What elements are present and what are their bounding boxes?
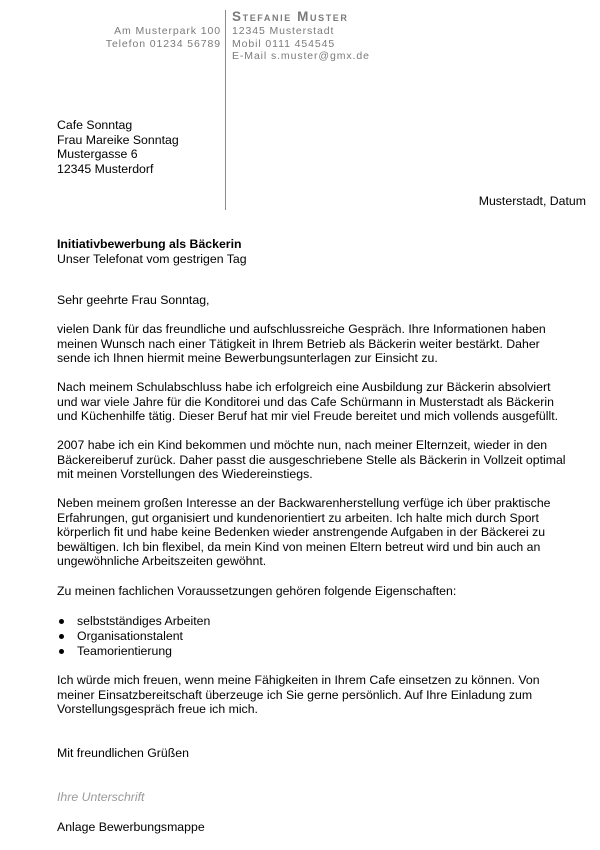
recipient-city: 12345 Musterdorf: [57, 161, 154, 176]
paragraph-2: [57, 380, 558, 424]
sender-email: E-Mail s.muster@gmx.de: [232, 50, 370, 62]
text-line: meiner Einsatzbereitschaft überzeuge ich Sie gerne persönlich. Auf Ihre Einladung zum: [57, 687, 533, 702]
text-line: Erfahrungen, gut organisiert und kundenorientiert zu arbeiten. Ich halte mich durch Sport: [57, 510, 539, 525]
list-item-text: Teamorientierung: [77, 644, 173, 658]
text-line: Neben meinem großen Interesse an der Backwarenherstellung verfüge ich über praktische: [57, 496, 551, 510]
paragraph-5: [57, 584, 456, 599]
text-line: Ich würde mich freuen, wenn meine Fähigkeiten in Ihrem Cafe einsetzen zu können. Von: [57, 673, 540, 687]
text-line: Nach meinem Schulabschluss habe ich erfolgreich eine Ausbildung zur Bäckerin absolviert: [57, 380, 551, 394]
list-item: [57, 614, 210, 629]
text-line: und Küchenhilfe tätig. Dieser Beruf hat mir viel Freude bereitet und mich vollends ausgefüllt.: [57, 409, 559, 424]
list-item: [57, 629, 210, 644]
sender-mobile: Mobil 0111 454545: [232, 37, 336, 50]
text-line: Vorstellungsgespräch freue ich mich.: [57, 702, 258, 717]
subject-reference: Unser Telefonat vom gestrigen Tag: [57, 251, 247, 266]
date-line: Musterstadt, Datum: [478, 194, 586, 208]
recipient-company: Cafe Sonntag: [57, 118, 133, 132]
signature-placeholder: Ihre Unterschrift: [57, 790, 145, 804]
paragraph-1: [57, 322, 546, 366]
enclosure-text: Anlage Bewerbungsmappe: [57, 820, 205, 834]
paragraph-3: [57, 438, 566, 482]
text-line: Bäckereiberuf zurück. Daher passt die ausgeschriebene Stelle als Bäckerin in Vollzeit optimal: [57, 452, 566, 467]
recipient-person: Frau Mareike Sonntag: [57, 132, 179, 147]
text-line: mit meinen Vorstellungen des Wiedereinstiegs.: [57, 467, 313, 482]
list-item-text: Organisationstalent: [77, 629, 183, 643]
sender-city: 12345 Musterstadt: [232, 25, 335, 37]
text-line: ungewöhnliche Arbeitszeiten gewöhnt.: [57, 554, 267, 569]
text-line: und war viele Jahre für die Konditorei und das Cafe Schürmann in Musterstadt als Bäckerin: [57, 394, 554, 409]
qualification-list: [57, 614, 210, 659]
closing-paragraph: [57, 673, 540, 717]
text-line: bewältigen. Ich bin flexibel, da mein Kind von meinen Eltern betreut wird und bin auch an: [57, 539, 541, 554]
bullet-icon: [59, 619, 64, 624]
bullet-icon: [59, 649, 64, 654]
sender-name: Stefanie Muster: [232, 9, 349, 24]
text-line: sende ich Ihnen hiermit meine Bewerbungsunterlagen zur Einsicht zu.: [57, 351, 438, 366]
text-line: 2007 habe ich ein Kind bekommen und möchte nun, nach meiner Elternzeit, wieder in den: [57, 438, 548, 452]
paragraph-4: [57, 496, 551, 569]
list-item: [57, 644, 210, 659]
text-line: vielen Dank für das freundliche und aufschlussreiche Gespräch. Ihre Informationen haben: [57, 322, 546, 336]
bullet-icon: [59, 634, 64, 639]
recipient-street: Mustergasse 6: [57, 147, 138, 162]
recipient-address: [57, 118, 179, 176]
text-line: Zu meinen fachlichen Voraussetzungen gehören folgende Eigenschaften:: [57, 584, 457, 598]
closing-greeting: [57, 746, 189, 761]
sender-contact-right: [232, 9, 370, 63]
subject-block: [57, 237, 247, 266]
sender-phone: Telefon 01234 56789: [105, 37, 221, 50]
greeting-text: Mit freundlichen Grüßen: [57, 746, 189, 760]
salutation-text: Sehr geehrte Frau Sonntag,: [57, 293, 210, 307]
header-divider: [225, 10, 226, 210]
text-line: körperlich fit und habe keine Bedenken wieder anstrengende Aufgaben in der Bäckerei zu: [57, 525, 546, 540]
subject-title: Initiativbewerbung als Bäckerin: [57, 237, 242, 251]
enclosure-line: [57, 820, 205, 835]
sender-contact-left: [106, 25, 221, 50]
text-line: meinen Wunsch nach einer Tätigkeit in Ihrem Betrieb als Bäckerin weiter bestärkt. Daher: [57, 336, 540, 351]
list-item-text: selbstständiges Arbeiten: [77, 614, 211, 628]
salutation: [57, 293, 209, 308]
sender-street: Am Musterpark 100: [114, 25, 221, 37]
